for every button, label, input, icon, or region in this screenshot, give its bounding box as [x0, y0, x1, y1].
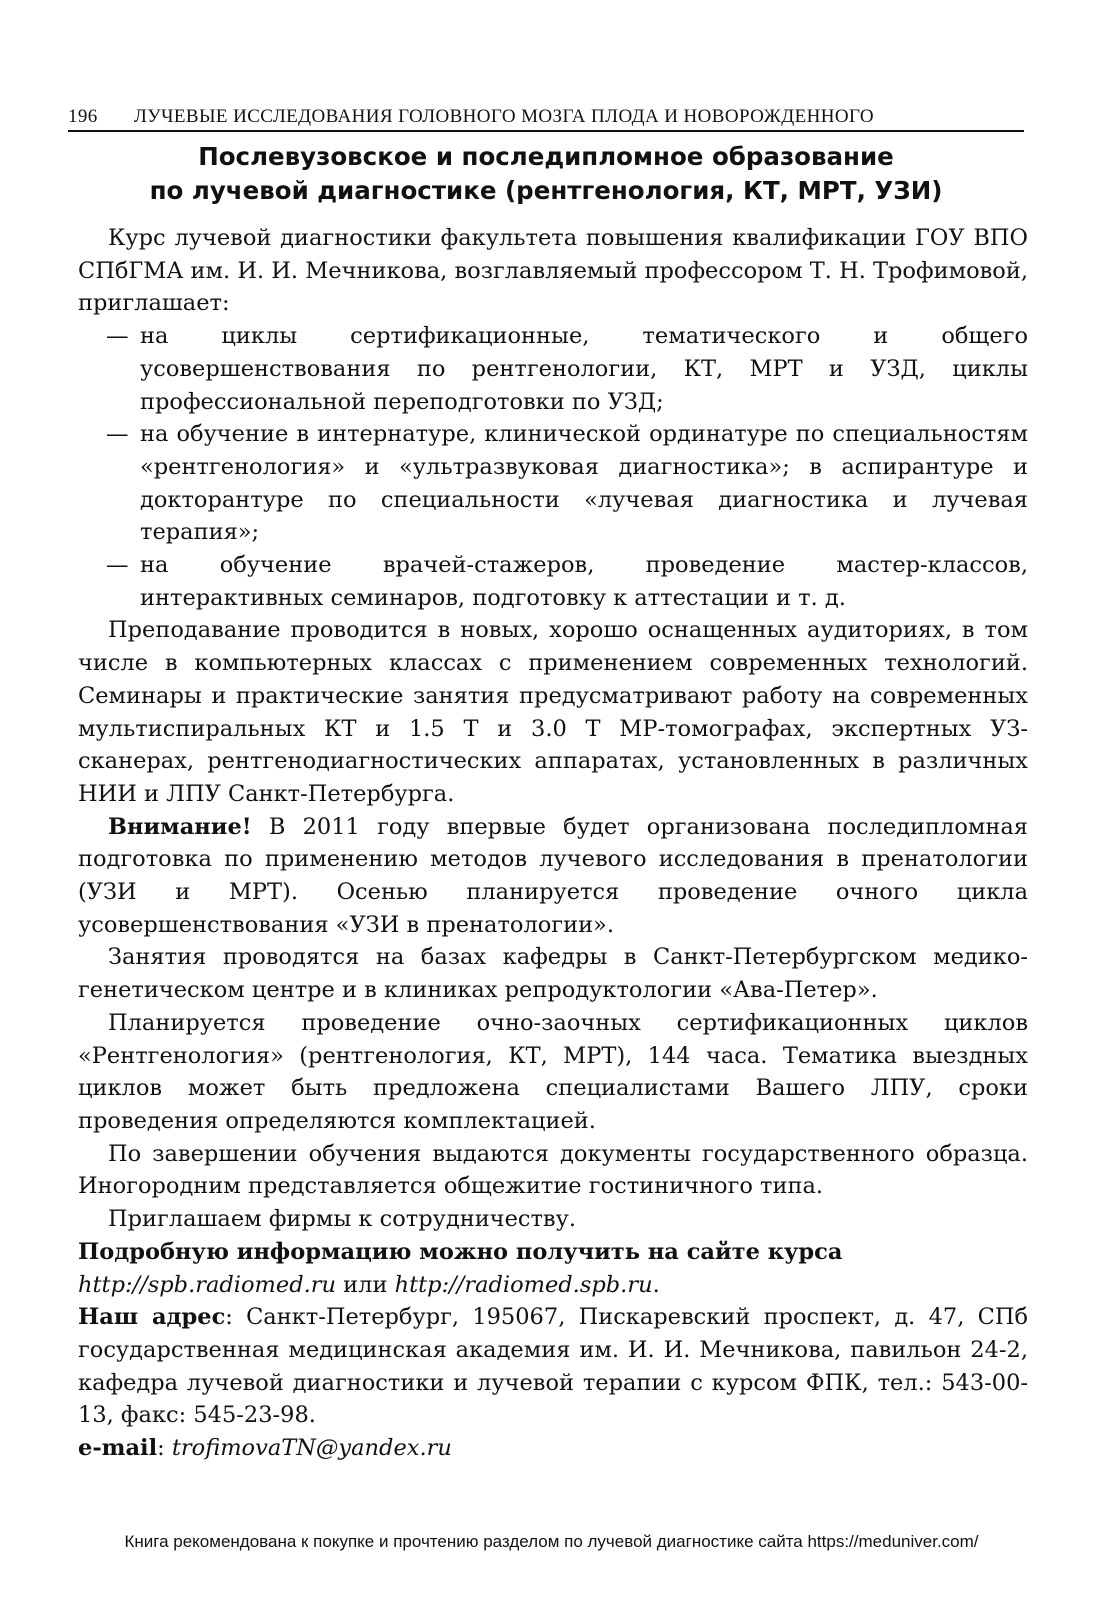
course-link-1[interactable]: http://spb.radiomed.ru	[78, 1271, 336, 1298]
firms-paragraph: Приглашаем фирмы к сотрудничеству.	[108, 1206, 576, 1233]
email-link[interactable]: trofimovaTN@yandex.ru	[171, 1435, 452, 1462]
classes-paragraph: Занятия проводятся на базах кафедры в Санкт-Петербургском медико-генетическом центре и в клиниках репродуктологии «Ава-Петер».	[78, 944, 1028, 1004]
completion-paragraph: По завершении обучения выдаются документы государственного образца. Иногородним представляется общежитие гостиничного типа.	[78, 1140, 1028, 1200]
footer-note: Книга рекомендована к покупке и прочтению разделом по лучевой диагностике сайта https://meduniver.com/	[124, 1532, 979, 1551]
page-number: 196	[68, 106, 98, 127]
address-label: Наш адрес	[78, 1304, 226, 1331]
teaching-paragraph: Преподавание проводится в новых, хорошо оснащенных аудиториях, в том числе в компьютерных классах с применением современных технологий. Семинары и практические занятия предусматривают работу на современных мультиспиральных КТ и 1.5 Т и 3.0 Т МР-томографах, экспертных УЗ-сканерах, рентгенодиагностических аппаратах, установленных в различных НИИ и ЛПУ Санкт-Петербурга.	[78, 617, 1028, 807]
address-text: : Санкт-Петербург, 195067, Пискаревский проспект, д. 47, СПб государственная медицинская академия им. И. И. Мечникова, павильон 24-2, кафедра лучевой диагностики и лучевой терапии с курсом ФПК, тел.: 543-00-13, факс: 545-23-98.	[78, 1304, 1028, 1429]
invite-item	[78, 549, 1028, 614]
dash-mark: —	[106, 552, 129, 579]
invite-item	[78, 320, 1028, 418]
section-title-line-2: по лучевой диагностике (рентгенология, КТ, МРТ, УЗИ)	[149, 176, 943, 205]
attention-text: В 2011 году впервые будет организована последипломная подготовка по применению методов лучевого исследования в пренатологии (УЗИ и МРТ). Осенью планируется проведение очного цикла усовершенствования «УЗИ в пренатологии».	[78, 813, 1028, 938]
planned-paragraph: Планируется проведение очно-заочных сертификационных циклов «Рентгенология» (рентгенология, КТ, МРТ), 144 часа. Тематика выездных циклов может быть предложена специалистами Вашего ЛПУ, сроки проведения определяются комплектацией.	[78, 1009, 1028, 1134]
section-title	[68, 140, 1024, 208]
course-link-2[interactable]: http://radiomed.spb.ru	[394, 1271, 653, 1298]
invite-item-text: на обучение врачей-стажеров, проведение мастер-классов, интерактивных семинаров, подготовку к аттестации и т. д.	[140, 552, 1028, 611]
running-head-title: ЛУЧЕВЫЕ ИССЛЕДОВАНИЯ ГОЛОВНОГО МОЗГА ПЛОДА И НОВОРОЖДЕННОГО	[134, 106, 874, 127]
invite-list	[78, 320, 1028, 614]
email-line: e-mail: trofimovaTN@yandex.ru	[78, 1435, 452, 1462]
intro-paragraph: Курс лучевой диагностики факультета повышения квалификации ГОУ ВПО СПбГМА им. И. И. Мечникова, возглавляемый профессором Т. Н. Трофимовой, приглашает:	[78, 225, 1028, 317]
more-info-label: Подробную информацию можно получить на сайте курса	[78, 1238, 843, 1265]
dash-mark: —	[106, 323, 129, 350]
invite-item-text: на обучение в интернатуре, клинической ординатуре по специальностям «рентгенология» и «ультразвуковая диагностика»; в аспирантуре и докторантуре по специальности «лучевая диагностика и лучевая терапия»;	[140, 421, 1028, 546]
running-head	[68, 104, 1024, 132]
section-title-line-1: Послевузовское и последипломное образование	[198, 142, 894, 171]
email-label: e-mail	[78, 1435, 158, 1462]
invite-item-text: на циклы сертификационные, тематического и общего усовершенствования по рентгенологии, КТ, МРТ и УЗД, циклы профессиональной переподготовки по УЗД;	[140, 323, 1028, 415]
more-info-links: http://spb.radiomed.ru или http://radiomed.spb.ru.	[78, 1271, 660, 1298]
dash-mark: —	[106, 421, 129, 448]
attention-label: Внимание!	[108, 813, 252, 840]
address-paragraph	[78, 1301, 1028, 1432]
attention-paragraph	[78, 811, 1028, 942]
body-text	[78, 222, 1028, 1465]
invite-item	[78, 418, 1028, 549]
